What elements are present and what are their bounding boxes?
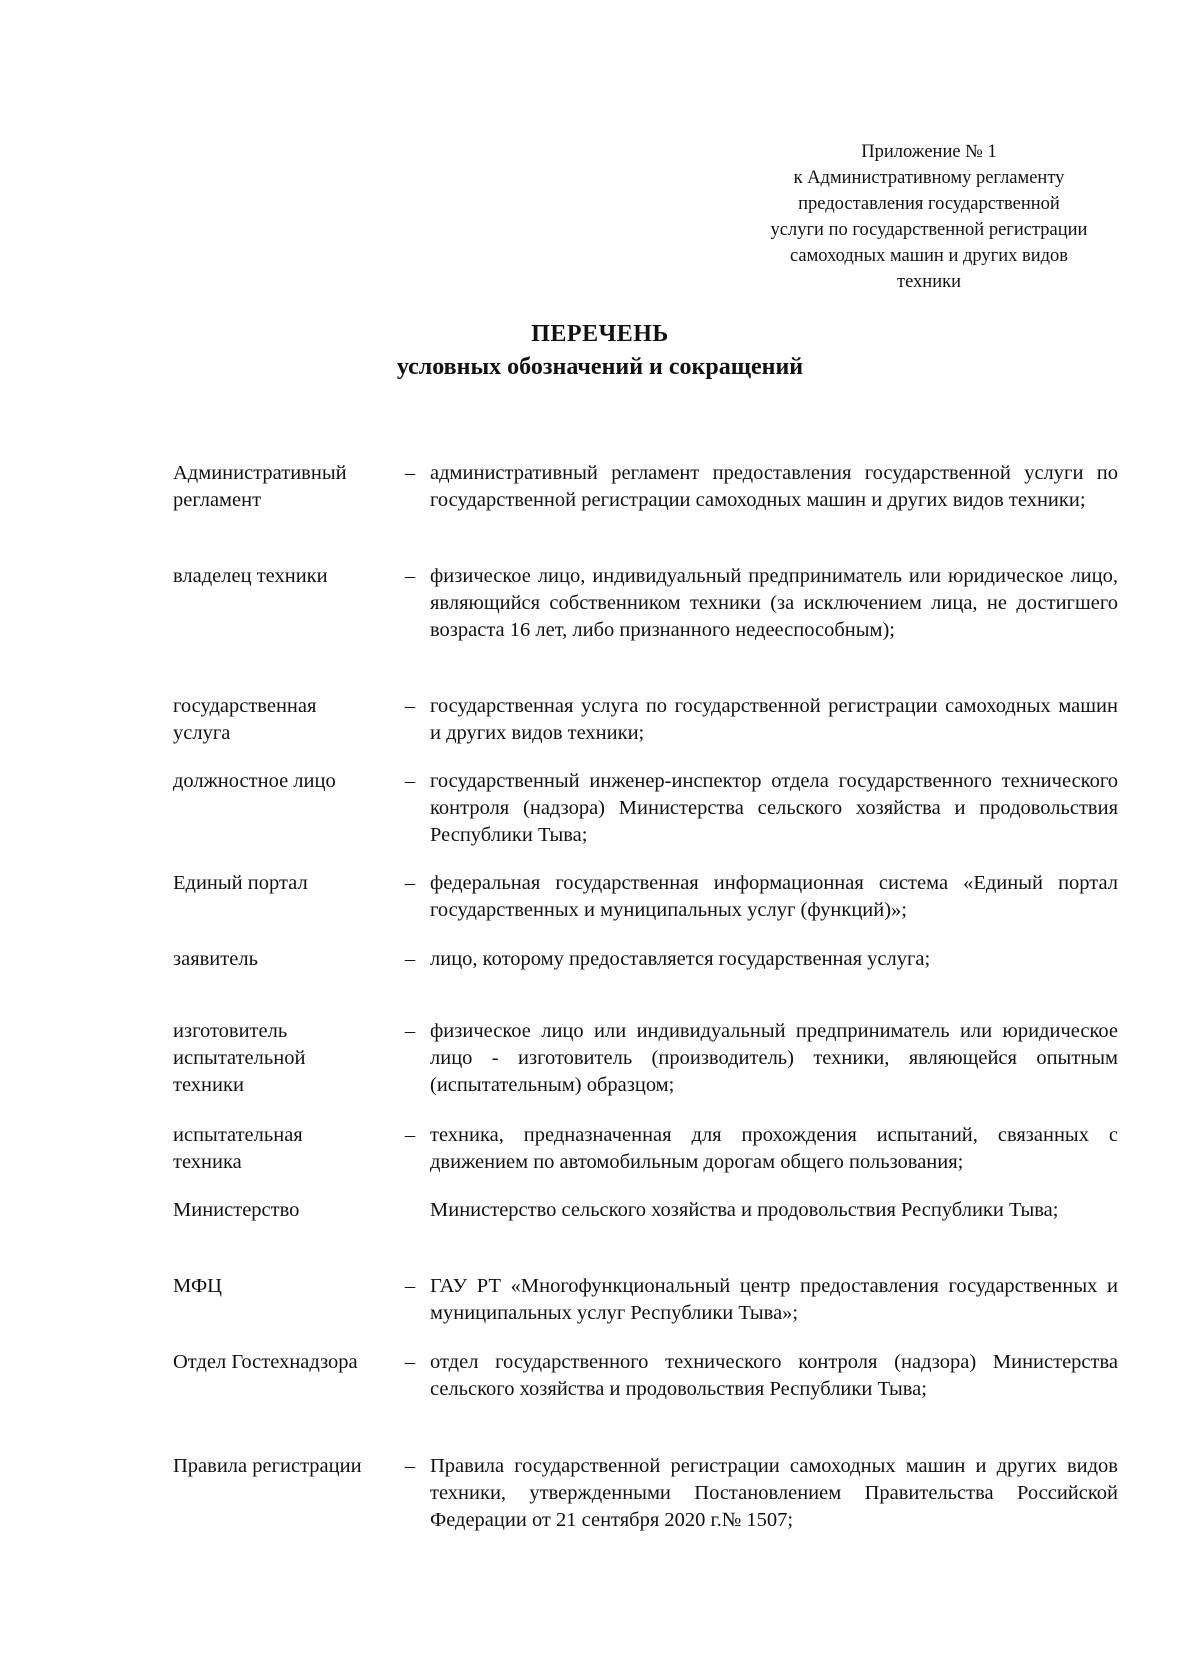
entry-dash: – (404, 462, 416, 484)
entry-definition: физическое лицо, индивидуальный предприниматель или юридическое лицо, являющийся собственником техники (за исключением лица, не достигшего возраста 16 лет, либо признанного недееспособным); (430, 565, 1118, 641)
entry-dash: – (404, 695, 416, 717)
entry-definition: административный регламент предоставления государственной услуги по государственной регистрации самоходных машин и других видов техники; (430, 462, 1118, 511)
entry-definition: ГАУ РТ «Многофункциональный центр предоставления государственных и муниципальных услуг Республики Тыва»; (430, 1275, 1118, 1324)
entry-dash: – (404, 770, 416, 792)
entry-dash: – (404, 1351, 416, 1373)
entry-term: Отдел Гостехнадзора (173, 1351, 358, 1373)
entry-term: Министерство (173, 1199, 300, 1221)
appendix-line: самоходных машин и других видов (789, 246, 1069, 266)
entry-definition: государственная услуга по государственной регистрации самоходных машин и других видов техники; (430, 695, 1118, 744)
appendix-line: предоставления государственной (798, 194, 1060, 214)
entry-term: изготовитель испытательной техники (173, 1020, 306, 1096)
entry-dash: – (404, 1124, 416, 1146)
entry-term: государственная услуга (173, 695, 317, 744)
appendix-header (740, 139, 1118, 295)
appendix-line: техники (897, 272, 961, 292)
title-line-1: ПЕРЕЧЕНЬ (531, 321, 669, 347)
entry-term: заявитель (173, 948, 258, 970)
entry-definition: государственный инженер-инспектор отдела государственного технического контроля (надзора) Министерства сельского хозяйства и продовольствия Республики Тыва; (430, 770, 1118, 846)
entry-definition: лицо, которому предоставляется государственная услуга; (430, 948, 931, 970)
entry-term: Административный регламент (173, 462, 347, 511)
entry-term: Единый портал (173, 872, 308, 894)
document-title (0, 318, 1200, 384)
entry-term: МФЦ (173, 1275, 222, 1297)
entry-dash: – (404, 1275, 416, 1297)
entry-definition: отдел государственного технического контроля (надзора) Министерства сельского хозяйства и продовольствия Республики Тыва; (430, 1351, 1118, 1400)
appendix-line: к Административному регламенту (793, 168, 1065, 188)
entry-definition: федеральная государственная информационная система «Единый портал государственных и муниципальных услуг (функций)»; (430, 872, 1118, 921)
appendix-line: услуги по государственной регистрации (770, 220, 1088, 240)
entry-term: владелец техники (173, 565, 328, 587)
entry-dash: – (404, 1455, 416, 1477)
entry-dash: – (404, 565, 416, 587)
entry-definition: физическое лицо или индивидуальный предприниматель или юридическое лицо - изготовитель (производитель) техники, являющейся опытным (испытательным) образцом; (430, 1020, 1118, 1096)
entry-term: Правила регистрации (173, 1455, 362, 1477)
title-line-2: условных обозначений и сокращений (396, 354, 804, 380)
entry-term: должностное лицо (173, 770, 336, 792)
entry-dash: – (404, 1020, 416, 1042)
entry-definition: Министерство сельского хозяйства и продовольствия Республики Тыва; (430, 1199, 1059, 1221)
entry-term: испытательная техника (173, 1124, 303, 1173)
entry-dash: – (404, 948, 416, 970)
entry-definition: техника, предназначенная для прохождения испытаний, связанных с движением по автомобильным дорогам общего пользования; (430, 1124, 1118, 1173)
entry-definition: Правила государственной регистрации самоходных машин и других видов техники, утвержденными Постановлением Правительства Российской Федерации от 21 сентября 2020 г.№ 1507; (430, 1455, 1118, 1531)
entry-dash: – (404, 872, 416, 894)
appendix-line: Приложение № 1 (861, 142, 997, 162)
